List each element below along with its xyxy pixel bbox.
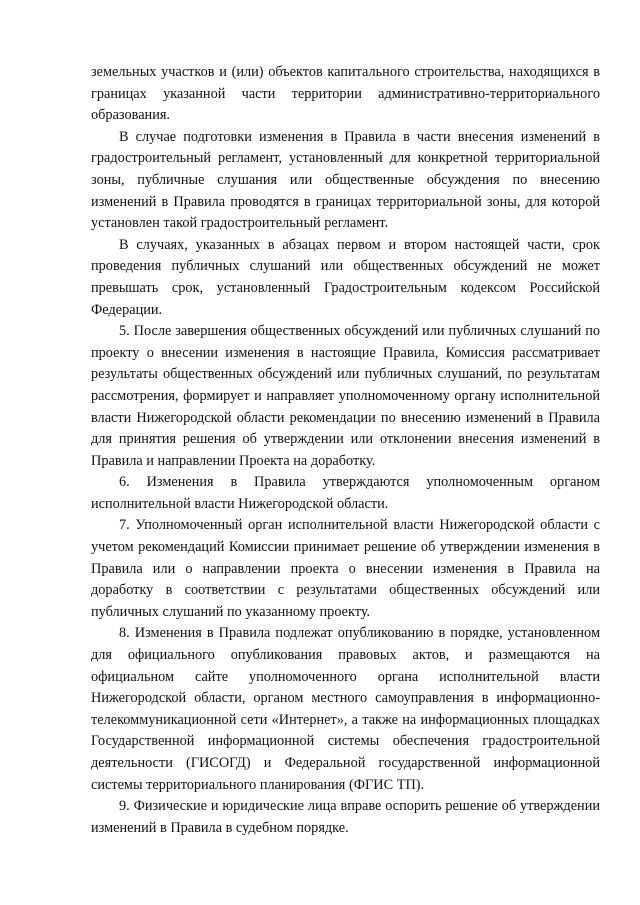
paragraph-hearing-term: В случаях, указанных в абзацах первом и втором настоящей части, срок проведения публичных слушаний или общественных обсуждений не может превышать срок, установленный Градостроительным кодексом Российской Федерации.	[91, 236, 600, 318]
paragraph-zone-changes: В случае подготовки изменения в Правила в части внесения изменений в градостроительный регламент, установленный для конкретной территориальной зоны, публичные слушания или общественные обсуждения по внесению изменений в Правила проводятся в границах территориальной зоны, для которой установлен такой градостроительный регламент.	[91, 128, 600, 232]
paragraph-item-8: 8. Изменения в Правила подлежат опубликованию в порядке, установленном для официального опубликования правовых актов, и размещаются на официальном сайте уполномоченного органа исполнительной власти Нижегородской области, органом местного самоуправления в информационно-телекоммуникационной сети «Интернет», а также на информационных площадках Государственной информационной системы обеспечения градостроительной деятельности (ГИСОГД) и Федеральной государственной информационной системы территориального планирования (ФГИС ТП).	[91, 625, 600, 793]
paragraph-item-6: 6. Изменения в Правила утверждаются уполномоченным органом исполнительной власти Нижегородской области.	[91, 474, 600, 512]
paragraph-item-7: 7. Уполномоченный орган исполнительной власти Нижегородской области с учетом рекомендаций Комиссии принимает решение об утверждении изменения в Правила или о направлении проекта о внесении изменения в Правила на доработку в соответствии с результатами общественных обсуждений или публичных слушаний по указанному проекту.	[91, 517, 600, 620]
paragraph-item-5: 5. После завершения общественных обсуждений или публичных слушаний по проекту о внесении изменения в настоящие Правила, Комиссия рассматривает результаты общественных обсуждений или публичных слушаний, по результатам рассмотрения, формирует и направляет уполномоченному органу исполнительной власти Нижегородской области рекомендации по внесению изменений в Правила для принятия решения об утверждении или отклонении внесения изменений в Правила и направлении Проекта на доработку.	[91, 323, 600, 469]
paragraph-item-9: 9. Физические и юридические лица вправе оспорить решение об утверждении изменений в Правила в судебном порядке.	[91, 798, 600, 836]
paragraph-continuation: земельных участков и (или) объектов капитального строительства, находящихся в границах указанной части территории административно-территориального образования.	[91, 64, 600, 124]
